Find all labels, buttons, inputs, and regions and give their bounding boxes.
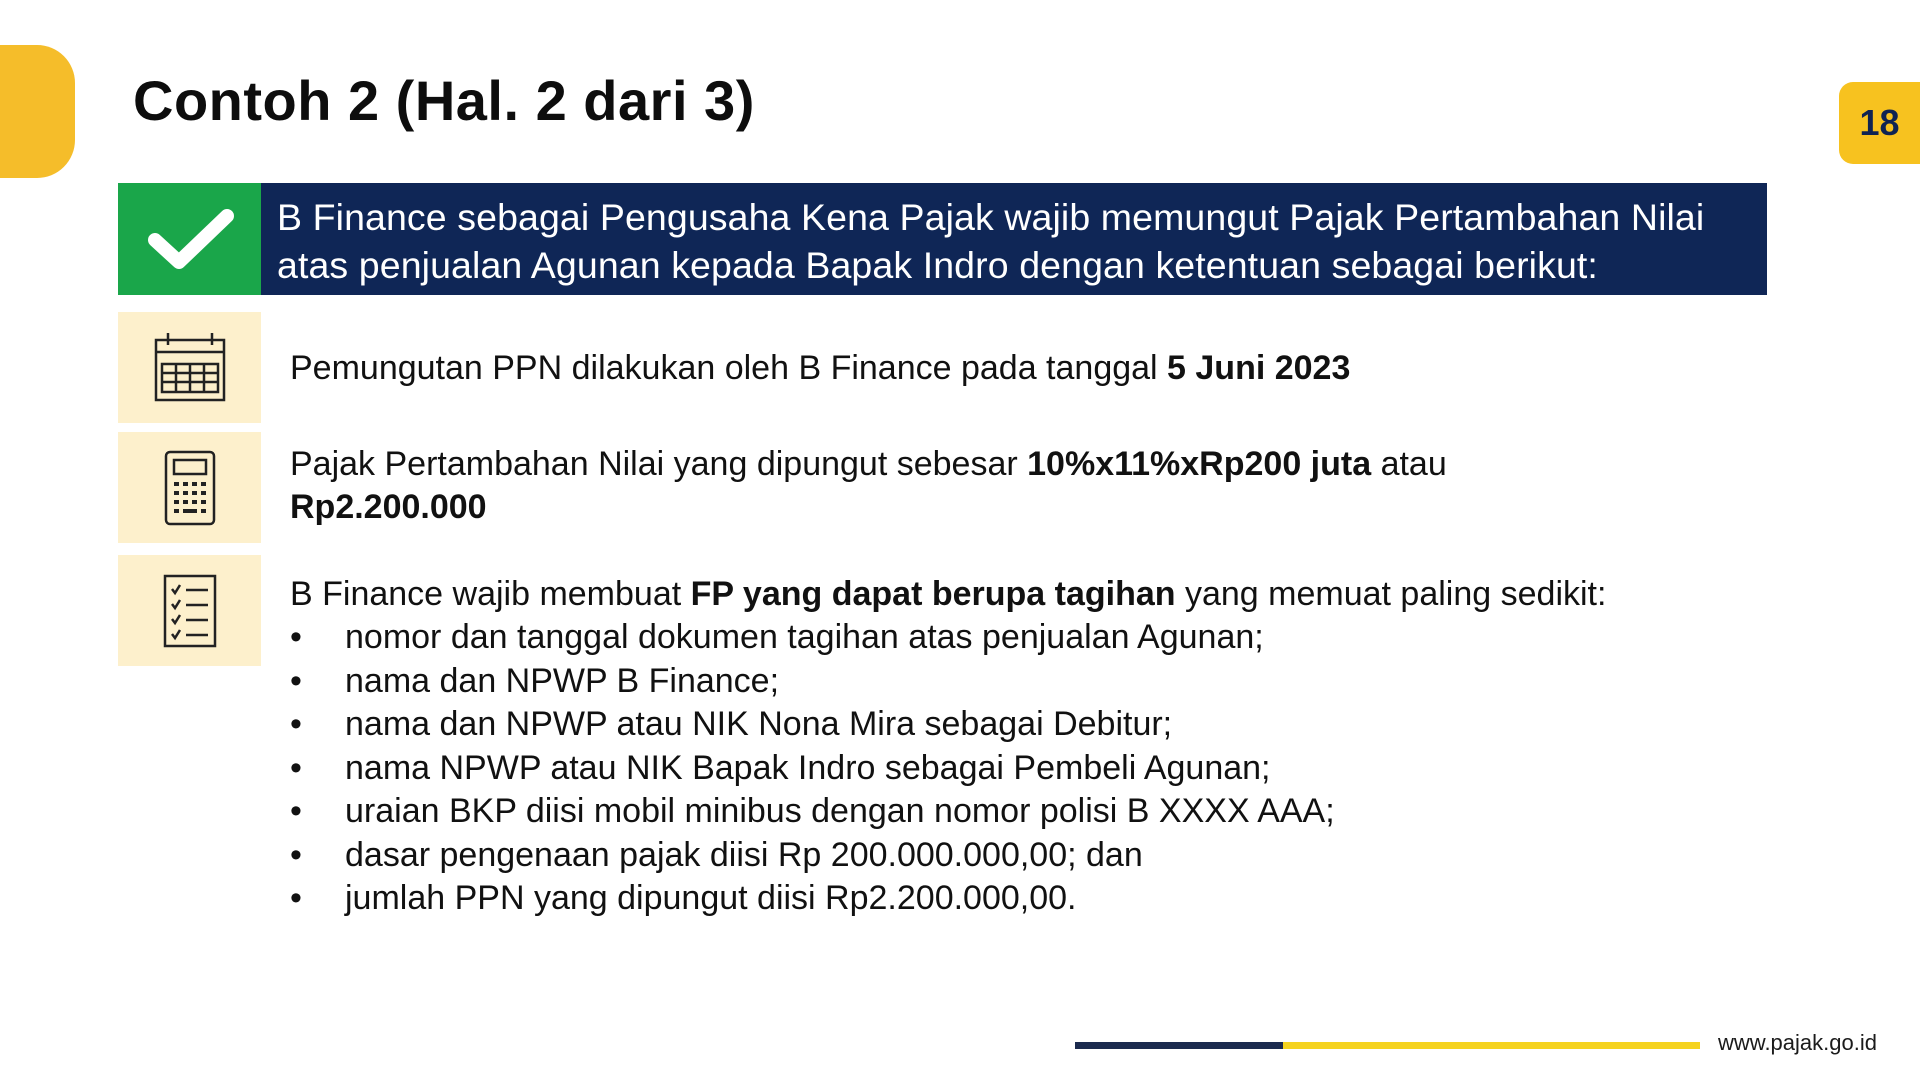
row-3-text-after: yang memuat paling sedikit:	[1175, 575, 1607, 613]
page-number-badge: 18	[1839, 82, 1920, 164]
checklist-icon	[161, 573, 219, 649]
row-invoice-requirement	[290, 573, 1606, 616]
list-item: • nama NPWP atau NIK Bapak Indro sebagai Pembeli Agunan;	[290, 747, 1335, 791]
list-item: • nama dan NPWP B Finance;	[290, 660, 1335, 704]
calculator-icon	[162, 449, 218, 527]
row-collection-date	[290, 347, 1350, 390]
intro-banner	[118, 183, 1767, 295]
list-item: • dasar pengenaan pajak diisi Rp 200.000.000,00; dan	[290, 834, 1335, 878]
intro-text	[261, 183, 1704, 295]
list-item: • nomor dan tanggal dokumen tagihan atas penjualan Agunan;	[290, 616, 1335, 660]
row-1-bold-date: 5 Juni 2023	[1167, 349, 1351, 387]
checkmark-icon	[145, 206, 235, 272]
row-2-line-1	[290, 443, 1447, 486]
row-3-bold: FP yang dapat berupa tagihan	[690, 575, 1176, 613]
row-2-line-2	[290, 486, 1447, 529]
intro-line-1: B Finance sebagai Pengusaha Kena Pajak wajib memungut Pajak Pertambahan Nilai	[277, 196, 1705, 238]
list-item: • jumlah PPN yang dipungut diisi Rp2.200.000,00.	[290, 877, 1335, 921]
row-3-text: B Finance wajib membuat	[290, 575, 691, 613]
row-vat-amount	[290, 443, 1447, 529]
calculator-icon-box	[118, 432, 261, 543]
slide-title: Contoh 2 (Hal. 2 dari 3)	[133, 69, 755, 132]
row-2-bold-formula: 10%x11%xRp200 juta	[1027, 445, 1372, 483]
calendar-icon-box	[118, 312, 261, 423]
footer-url[interactable]: www.pajak.go.id	[1718, 1030, 1877, 1055]
row-2-text: Pajak Pertambahan Nilai yang dipungut sebesar	[290, 445, 1028, 483]
intro-line-2: atas penjualan Agunan kepada Bapak Indro dengan ketentuan sebagai berikut:	[277, 244, 1598, 286]
calendar-icon	[150, 330, 230, 406]
row-2-bold-amount: Rp2.200.000	[290, 488, 487, 526]
list-item: • nama dan NPWP atau NIK Nona Mira sebagai Debitur;	[290, 703, 1335, 747]
requirements-list	[290, 616, 1335, 921]
footer-line-yellow	[1283, 1042, 1700, 1049]
row-1-text: Pemungutan PPN dilakukan oleh B Finance pada tanggal	[290, 349, 1168, 387]
check-box	[118, 183, 261, 295]
corner-accent-tab	[0, 45, 75, 178]
list-item: • uraian BKP diisi mobil minibus dengan nomor polisi B XXXX AAA;	[290, 790, 1335, 834]
checklist-icon-box	[118, 555, 261, 666]
footer-line-dark	[1075, 1042, 1283, 1049]
row-2-text-after: atau	[1371, 445, 1447, 483]
